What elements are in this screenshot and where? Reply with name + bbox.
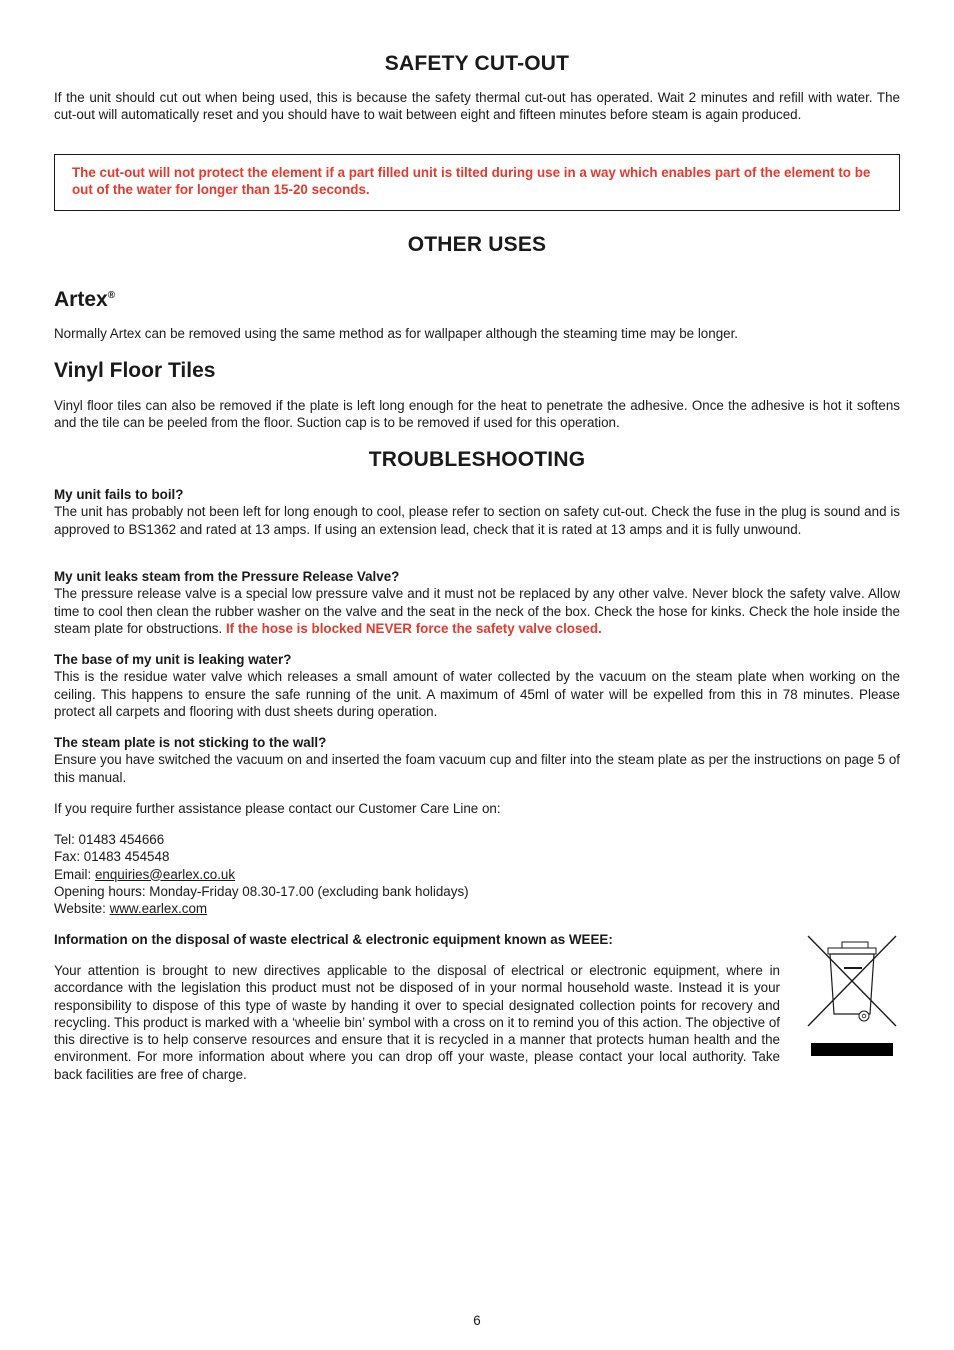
hose-warning: If the hose is blocked NEVER force the safety valve closed.	[225, 620, 602, 636]
artex-heading: Artex®	[54, 288, 116, 311]
contact-tel: Tel: 01483 454666	[54, 832, 165, 847]
weee-body: Your attention is brought to new directives applicable to the disposal of electrical or electronic equipment, where in accordance with the legislation this product must not be disposed of in your normal household waste. Instead it is your responsibility to dispose of this type of waste by handing it over to special designated collection points for recovery and recycling. This product is marked with a ‘wheelie bin’ symbol with a cross on it to remind you of this action. The objective of this directive is to help conserve resources and ensure that it is recycled in a manner that protects human health and the environment. For more information about where you can drop off your waste, please contact your local authority. Take back facilities are free of charge.	[54, 963, 780, 1082]
faq-question: My unit leaks steam from the Pressure Release Valve?	[54, 569, 400, 584]
website-link[interactable]: www.earlex.com	[109, 901, 208, 917]
registered-mark: ®	[107, 290, 116, 301]
contact-website: Website: www.earlex.com	[54, 901, 208, 917]
safety-warning-text: The cut-out will not protect the element if a part filled unit is tilted during use in a way which enables part of the element to be out of the water for longer than 15-20 seconds.	[72, 165, 871, 198]
contact-email: Email: enquiries@earlex.co.uk	[54, 866, 236, 882]
weee-heading: Information on the disposal of waste electrical & electronic equipment known as WEEE:	[54, 932, 613, 947]
safety-warning-box	[54, 154, 900, 211]
safety-cutout-title: SAFETY CUT-OUT	[384, 52, 570, 75]
artex-body: Normally Artex can be removed using the same method as for wallpaper although the steaming time may be longer.	[54, 326, 739, 341]
contact-fax: Fax: 01483 454548	[54, 849, 170, 865]
troubleshooting-title: TROUBLESHOOTING	[368, 448, 586, 471]
contact-hours: Opening hours: Monday-Friday 08.30-17.00 (excluding bank holidays)	[54, 883, 469, 899]
faq-question: The base of my unit is leaking water?	[54, 652, 292, 667]
contact-block	[54, 831, 900, 917]
page-number: 6	[473, 1313, 481, 1328]
faq-item-boil	[54, 486, 900, 538]
weee-bin-icon	[806, 934, 901, 1058]
faq-answer: Ensure you have switched the vacuum on and inserted the foam vacuum cup and filter into the steam plate as per the instructions on page 5 of this manual.	[54, 752, 900, 785]
vinyl-body: Vinyl floor tiles can also be removed if the plate is left long enough for the heat to penetrate the adhesive. Once the adhesive is hot it softens and the tile can be peeled from the floor. Suction cap is to be removed if used for this operation.	[54, 398, 900, 431]
other-uses-title: OTHER USES	[407, 233, 547, 256]
faq-answer: The pressure release valve is a special low pressure valve and it must not be replaced by any other valve. Never block the safety valve. Allow time to cool then clean the rubber washer on the valve and the seat in the neck of the box. Check the hose for kinks. Check the hole inside the steam plate for obstructions. If the hose is blocked NEVER force the safety valve closed.	[54, 586, 900, 636]
faq-answer: This is the residue water valve which releases a small amount of water collected by the vacuum on the steam plate when working on the ceiling. This happens to ensure the safe running of the unit. A maximum of 45ml of water will be expelled from this in 78 minutes. Please protect all carpets and flooring with dust sheets during operation.	[54, 669, 900, 719]
faq-item-steam-leak	[54, 568, 900, 637]
faq-question: The steam plate is not sticking to the wall?	[54, 735, 327, 750]
faq-item-water-leak	[54, 651, 900, 720]
vinyl-heading: Vinyl Floor Tiles	[54, 359, 216, 382]
faq-answer: The unit has probably not been left for long enough to cool, please refer to section on safety cut-out. Check the fuse in the plug is sound and is approved to BS1362 and rated at 13 amps. If using an extension lead, check that it is rated at 13 amps and it is fully unwound.	[54, 504, 900, 537]
assistance-text: If you require further assistance please contact our Customer Care Line on:	[54, 801, 501, 816]
email-link[interactable]: enquiries@earlex.co.uk	[94, 866, 236, 882]
safety-cutout-body: If the unit should cut out when being used, this is because the safety thermal cut-out has operated. Wait 2 minutes and refill with water. The cut-out will automatically reset and you should have to wait between eight and fifteen minutes before steam is again produced.	[54, 90, 900, 123]
faq-question: My unit fails to boil?	[54, 487, 184, 502]
faq-item-plate	[54, 734, 900, 786]
